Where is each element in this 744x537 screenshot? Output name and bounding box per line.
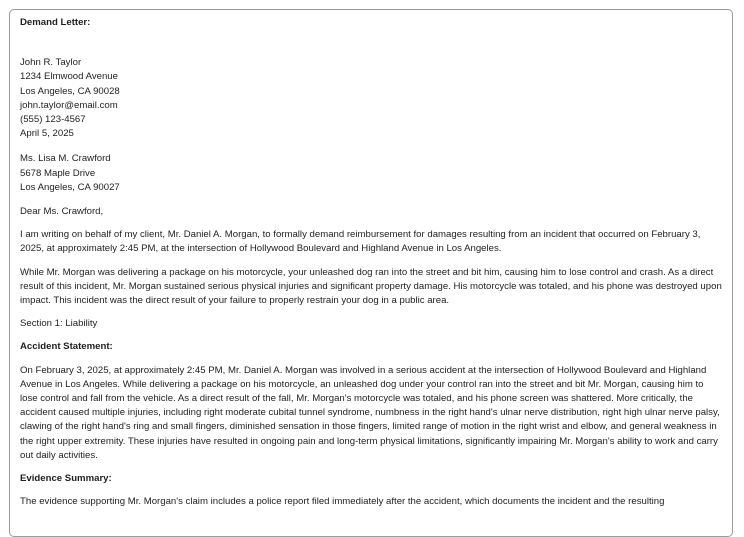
sender-street: 1234 Elmwood Avenue: [20, 71, 118, 83]
letter-date: April 5, 2025: [20, 128, 74, 140]
recipient-name: Ms. Lisa M. Crawford: [20, 153, 111, 165]
recipient-street: 5678 Maple Drive: [20, 167, 96, 179]
recipient-block: [20, 152, 722, 195]
recipient-city: Los Angeles, CA 90027: [20, 181, 120, 193]
salutation: Dear Ms. Crawford,: [20, 206, 104, 218]
sender-block: [20, 56, 722, 141]
document-frame: [9, 9, 733, 537]
evidence-paragraph: The evidence supporting Mr. Morgan's claim includes a police report filed immediately after the accident, which documents the incident and the resulting: [20, 496, 665, 508]
incident-paragraph: While Mr. Morgan was delivering a package on his motorcycle, your unleashed dog ran into the street and bit him, causing him to lose control and crash. As a direct result of this incident, Mr. Morgan sustained serious physical injuries and significant property damage. His motorcycle was totaled, and his phone was destroyed upon impact. This incident was the direct result of your failure to properly restrain your dog in a public area.: [20, 266, 722, 307]
document-body: [10, 10, 732, 509]
sender-email: john.taylor@email.com: [20, 99, 118, 111]
accident-paragraph: On February 3, 2025, at approximately 2:45 PM, Mr. Daniel A. Morgan was involved in a serious accident at the intersection of Hollywood Boulevard and Highland Avenue in Los Angeles. While delivering a package on his motorcycle, an unleashed dog under your control ran into the street and bit Mr. Morgan, causing him to lose control and fall from the vehicle. As a direct result of the fall, Mr. Morgan's motorcycle was totaled, and his phone screen was shattered. More critically, the accident caused multiple injuries, including right moderate cubital tunnel syndrome, numbness in the right hand's ulnar nerve distribution, right high ulnar nerve palsy, clawing of the right hand's ring and small fingers, diminished sensation in those fingers, limited range of motion in the right wrist and elbow, and general weakness in the right upper extremity. These injuries have resulted in ongoing pain and long-term physical limitations, significantly impairing Mr. Morgan's ability to work and carry out daily activities.: [20, 364, 720, 461]
accident-heading: Accident Statement:: [20, 341, 113, 353]
evidence-heading: Evidence Summary:: [20, 473, 112, 485]
sender-phone: (555) 123-4567: [20, 114, 86, 126]
sender-city: Los Angeles, CA 90028: [20, 85, 120, 97]
intro-paragraph: I am writing on behalf of my client, Mr. Daniel A. Morgan, to formally demand reimbursement for damages resulting from an incident that occurred on February 3, 2025, at approximately 2:45 PM, at the intersection of Hollywood Boulevard and Highland Avenue in Los Angeles.: [20, 229, 701, 255]
sender-name: John R. Taylor: [20, 57, 82, 69]
document-title: Demand Letter:: [20, 17, 91, 28]
section-label: Section 1: Liability: [20, 318, 98, 330]
